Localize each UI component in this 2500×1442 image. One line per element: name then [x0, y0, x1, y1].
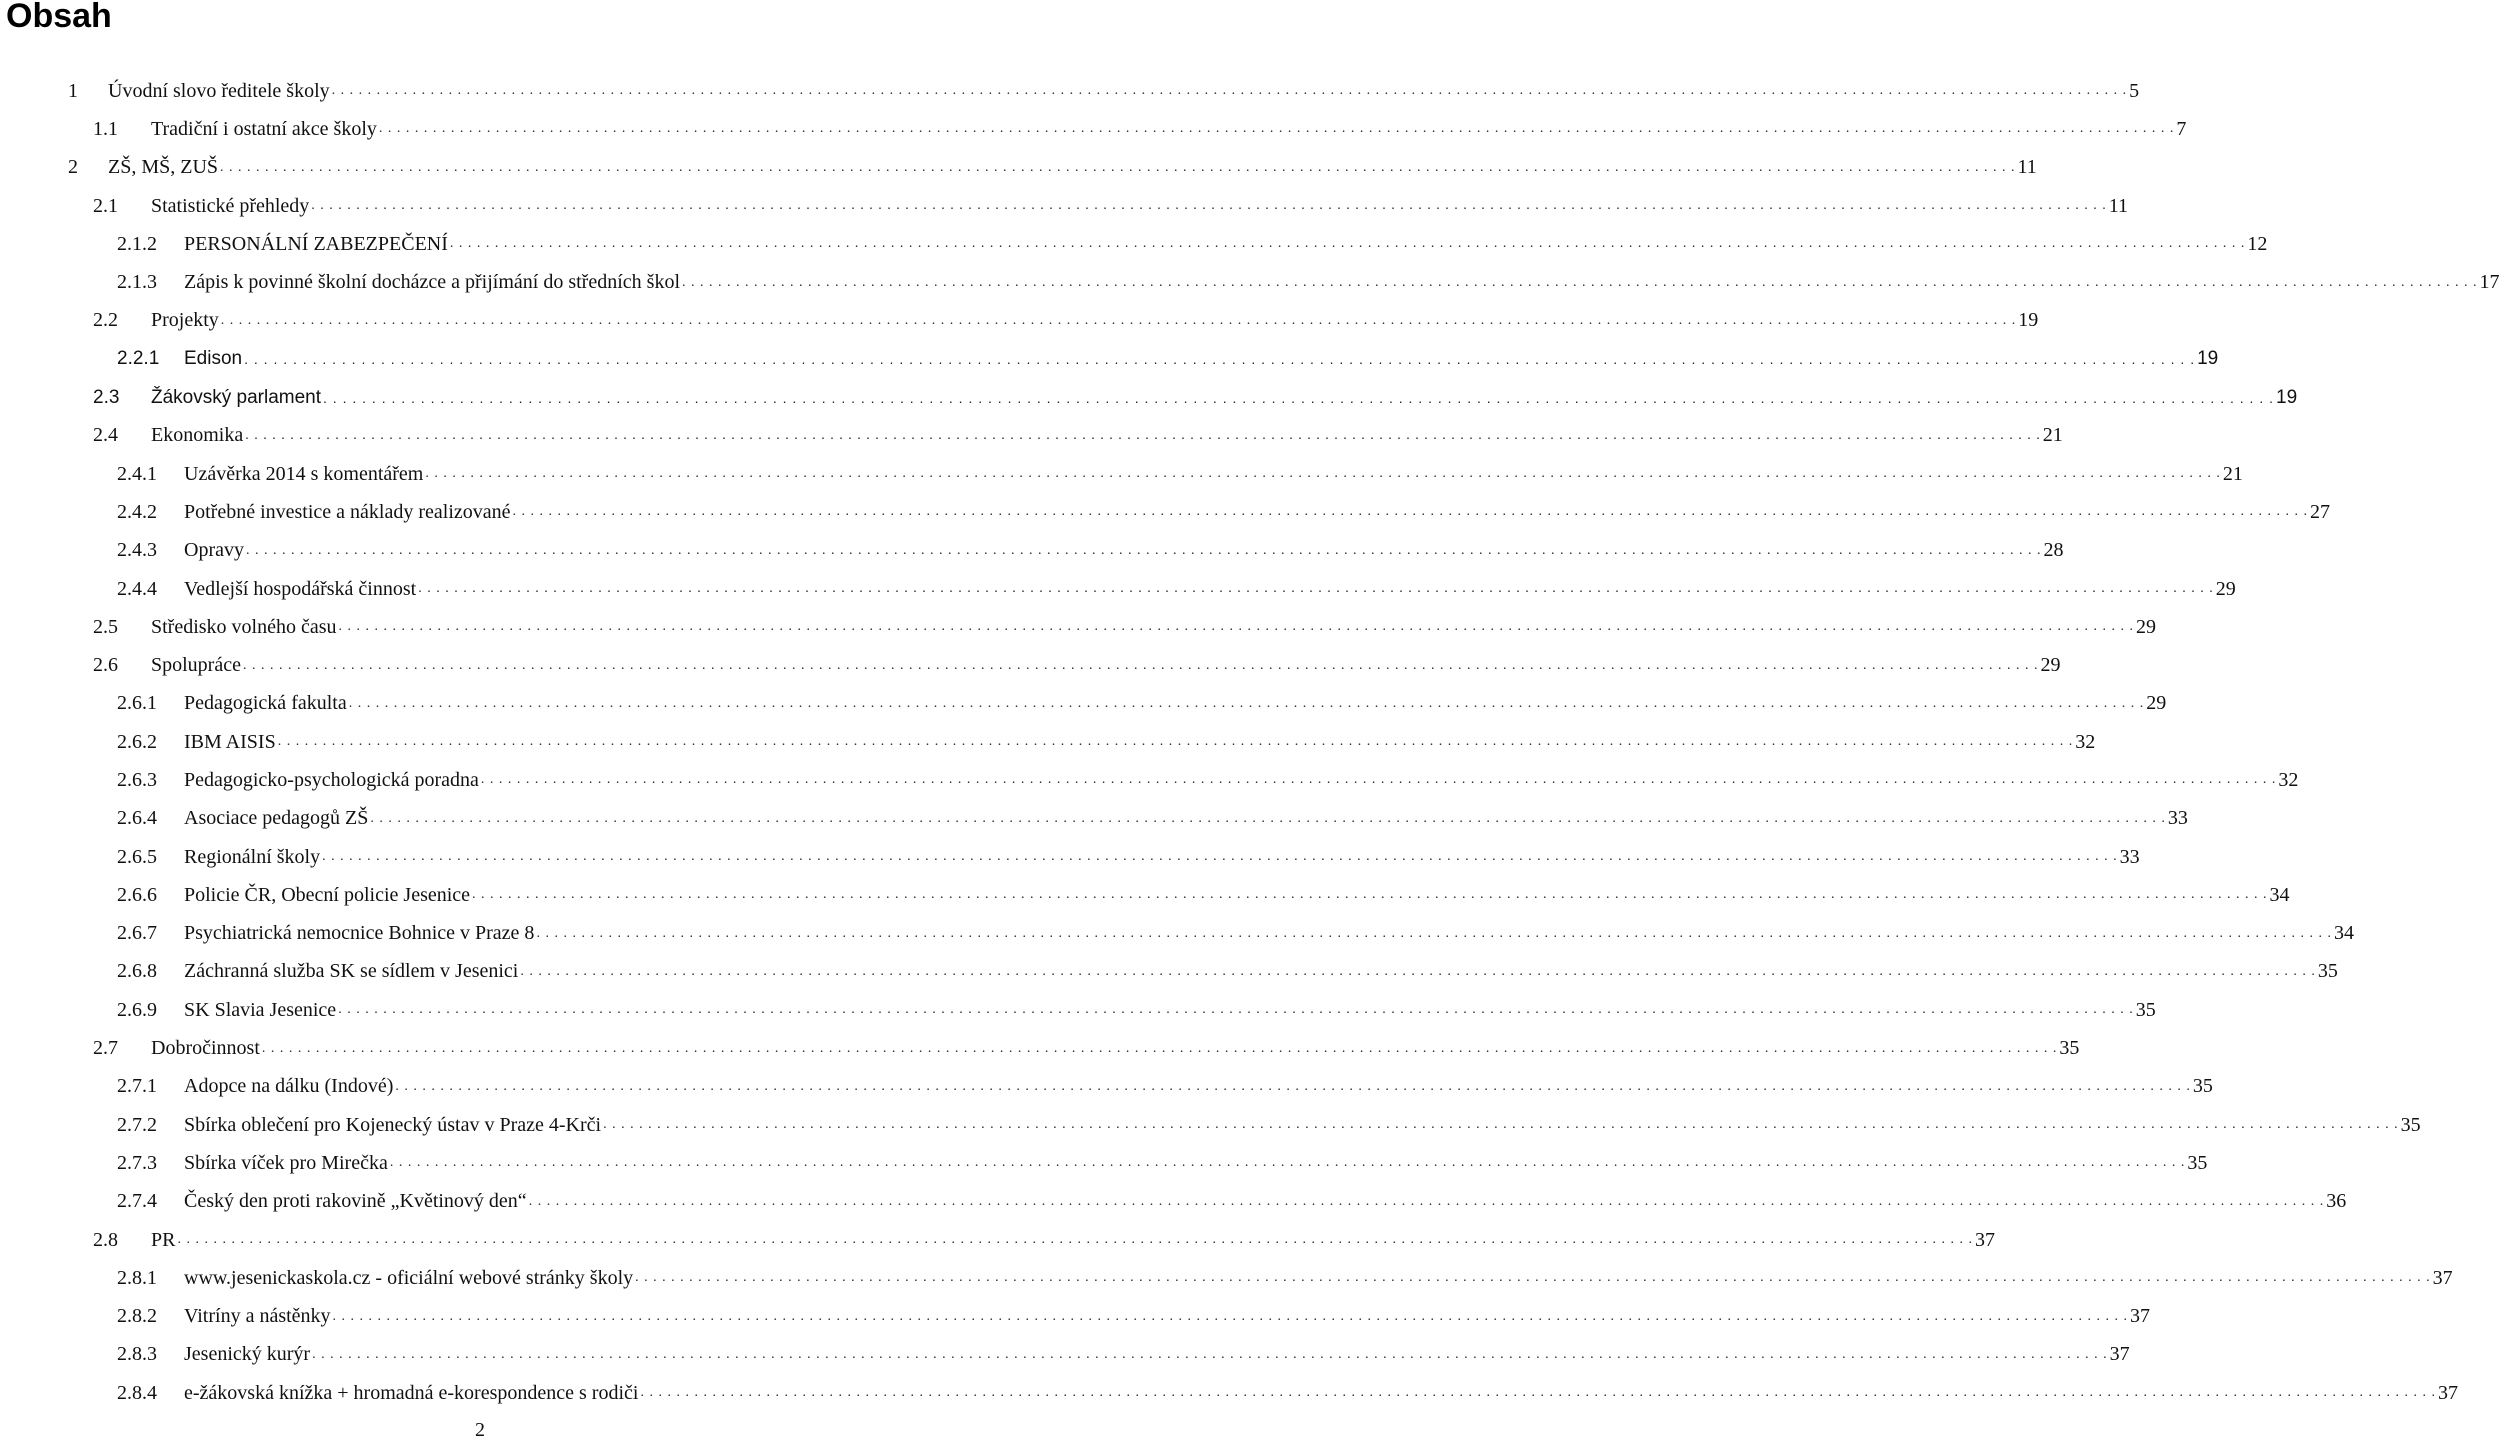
toc-entry-number: 2.1 [93, 194, 118, 217]
toc-entry-number: 2.7.3 [117, 1151, 157, 1174]
toc-entry-number: 2.3 [93, 386, 120, 408]
toc-entry-page: 5 [2129, 79, 2140, 102]
toc-entry-title: Statistické přehledy [151, 194, 310, 217]
toc-entry-page: 37 [2432, 1266, 2453, 1289]
toc-dot-leader: . . . . . . . . . . . . . . . . . . . . . . . . . . . . . . . . . . . . . . . . . . . . . . . . . . . . . . . . . . . . . . . . . . . . . . . . . . . . . . . . . . . . . . . . . . . . . . . . . . . . . . . . . . . . . . . . . . . . . . . . . . . . . . . . . . . . . . . . . . . . . . . . . . . . . . . . . . . . . . . . . . . . . . . . . . . . . . . . . . . . . . . . . . . . . . . . . . . . . . . . [425, 466, 2221, 482]
toc-entry-page: 34 [2269, 883, 2290, 906]
toc-dot-leader: . . . . . . . . . . . . . . . . . . . . . . . . . . . . . . . . . . . . . . . . . . . . . . . . . . . . . . . . . . . . . . . . . . . . . . . . . . . . . . . . . . . . . . . . . . . . . . . . . . . . . . . . . . . . . . . . . . . . . . . . . . . . . . . . . . . . . . . . . . . . . . . . . . . . . . . . . . . . . . . . . . . . . . . . . . . . . . . . . . . . . . . . . . . . . . . . . . . . . . . . [220, 312, 2017, 328]
toc-entry-title: Potřebné investice a náklady realizované [184, 500, 511, 523]
toc-dot-leader: . . . . . . . . . . . . . . . . . . . . . . . . . . . . . . . . . . . . . . . . . . . . . . . . . . . . . . . . . . . . . . . . . . . . . . . . . . . . . . . . . . . . . . . . . . . . . . . . . . . . . . . . . . . . . . . . . . . . . . . . . . . . . . . . . . . . . . . . . . . . . . . . . . . . . . . . . . . . . . . . . . . . . . . . . . . . . . . . . . . . . . . . . . . . . . . . . . . . . . . . [395, 1078, 2191, 1094]
toc-entry-number: 2.6.8 [117, 960, 157, 983]
toc-entry-title: Policie ČR, Obecní policie Jesenice [184, 883, 471, 906]
toc-entry-title: Uzávěrka 2014 s komentářem [184, 462, 424, 485]
toc-entry-title: Asociace pedagogů ZŠ [184, 807, 369, 830]
toc-entry-title: Žákovský parlament [151, 386, 322, 408]
toc-entry-page: 36 [2326, 1190, 2347, 1213]
toc-entry[interactable] [0, 723, 2096, 761]
toc-entry-title: PR [151, 1228, 176, 1251]
toc-entry-number: 1 [68, 79, 78, 102]
toc-entry-title: Sbírka víček pro Mirečka [184, 1151, 388, 1174]
toc-entry[interactable] [0, 493, 2331, 531]
toc-dot-leader: . . . . . . . . . . . . . . . . . . . . . . . . . . . . . . . . . . . . . . . . . . . . . . . . . . . . . . . . . . . . . . . . . . . . . . . . . . . . . . . . . . . . . . . . . . . . . . . . . . . . . . . . . . . . . . . . . . . . . . . . . . . . . . . . . . . . . . . . . . . . . . . . . . . . . . . . . . . . . . . . . . . . . . . . . . . . . . . . . . . . . . . . . . . . . . . . . . . . . . . . [177, 1232, 1973, 1248]
toc-dot-leader: . . . . . . . . . . . . . . . . . . . . . . . . . . . . . . . . . . . . . . . . . . . . . . . . . . . . . . . . . . . . . . . . . . . . . . . . . . . . . . . . . . . . . . . . . . . . . . . . . . . . . . . . . . . . . . . . . . . . . . . . . . . . . . . . . . . . . . . . . . . . . . . . . . . . . . . . . . . . . . . . . . . . . . . . . . . . . . . . . . . . . . . . . . . . . . . . . . . . . . . . [348, 695, 2145, 711]
toc-entry-title: Vedlejší hospodářská činnost [184, 577, 417, 600]
toc-entry-title: SK Slavia Jesenice [184, 998, 337, 1021]
toc-entry-number: 2.2.1 [117, 348, 160, 370]
toc-dot-leader: . . . . . . . . . . . . . . . . . . . . . . . . . . . . . . . . . . . . . . . . . . . . . . . . . . . . . . . . . . . . . . . . . . . . . . . . . . . . . . . . . . . . . . . . . . . . . . . . . . . . . . . . . . . . . . . . . . . . . . . . . . . . . . . . . . . . . . . . . . . . . . . . . . . . . . . . . . . . . . . . . . . . . . . . . . . . . . . . . . . . . . . . . . . . . . . . . . . . . . . . [311, 198, 2107, 214]
toc-dot-leader: . . . . . . . . . . . . . . . . . . . . . . . . . . . . . . . . . . . . . . . . . . . . . . . . . . . . . . . . . . . . . . . . . . . . . . . . . . . . . . . . . . . . . . . . . . . . . . . . . . . . . . . . . . . . . . . . . . . . . . . . . . . . . . . . . . . . . . . . . . . . . . . . . . . . . . . . . . . . . . . . . . . . . . . . . . . . . . . . . . . . . . . . . . . . . . . . . . . . . . . . [338, 1002, 2134, 1018]
toc-entry-page: 29 [2136, 615, 2157, 638]
toc-entry-page: 19 [2018, 309, 2039, 332]
toc-dot-leader: . . . . . . . . . . . . . . . . . . . . . . . . . . . . . . . . . . . . . . . . . . . . . . . . . . . . . . . . . . . . . . . . . . . . . . . . . . . . . . . . . . . . . . . . . . . . . . . . . . . . . . . . . . . . . . . . . . . . . . . . . . . . . . . . . . . . . . . . . . . . . . . . . . . . . . . . . . . . . . . . . . . . . . . . . . . . . . . . . . . . . . . . . . . . . . . . . . . . . . . . [323, 389, 2274, 406]
toc-entry[interactable] [0, 991, 2156, 1029]
toc-entry-number: 2.7 [93, 1037, 118, 1060]
toc-entry-page: 19 [2276, 386, 2298, 408]
toc-dot-leader: . . . . . . . . . . . . . . . . . . . . . . . . . . . . . . . . . . . . . . . . . . . . . . . . . . . . . . . . . . . . . . . . . . . . . . . . . . . . . . . . . . . . . . . . . . . . . . . . . . . . . . . . . . . . . . . . . . . . . . . . . . . . . . . . . . . . . . . . . . . . . . . . . . . . . . . . . . . . . . . . . . . . . . . . . . . . . . . . . . . . . . . . . . . . . . . . . . . . . . . . [536, 925, 2332, 941]
toc-entry-page: 21 [2222, 462, 2243, 485]
toc-entry-number: 2.7.2 [117, 1113, 157, 1136]
toc-entry[interactable] [0, 1336, 2130, 1374]
toc-entry-number: 2.4.1 [117, 462, 157, 485]
toc-entry-number: 2.5 [93, 615, 118, 638]
toc-dot-leader: . . . . . . . . . . . . . . . . . . . . . . . . . . . . . . . . . . . . . . . . . . . . . . . . . . . . . . . . . . . . . . . . . . . . . . . . . . . . . . . . . . . . . . . . . . . . . . . . . . . . . . . . . . . . . . . . . . . . . . . . . . . . . . . . . . . . . . . . . . . . . . . . . . . . . . . . . . . . . . . . . . . . . . . . . . . . . . . . . . . . . . . . . . . . . . . . . . . . . . . . [322, 849, 2118, 865]
toc-entry-number: 2.6.1 [117, 692, 157, 715]
toc-dot-leader: . . . . . . . . . . . . . . . . . . . . . . . . . . . . . . . . . . . . . . . . . . . . . . . . . . . . . . . . . . . . . . . . . . . . . . . . . . . . . . . . . . . . . . . . . . . . . . . . . . . . . . . . . . . . . . . . . . . . . . . . . . . . . . . . . . . . . . . . . . . . . . . . . . . . . . . . . . . . . . . . . . . . . . . . . . . . . . . . . . . . . . . . . . . . . . . . . . . . . . . . [338, 619, 2135, 635]
toc-entry[interactable] [0, 953, 2338, 991]
toc-entry[interactable] [0, 1259, 2453, 1297]
toc-entry-number: 2.6 [93, 654, 118, 677]
toc-dot-leader: . . . . . . . . . . . . . . . . . . . . . . . . . . . . . . . . . . . . . . . . . . . . . . . . . . . . . . . . . . . . . . . . . . . . . . . . . . . . . . . . . . . . . . . . . . . . . . . . . . . . . . . . . . . . . . . . . . . . . . . . . . . . . . . . . . . . . . . . . . . . . . . . . . . . . . . . . . . . . . . . . . . . . . . . . . . . . . . . . . . . . . . . . . . . . . . . . . . . . . . . [370, 810, 2166, 826]
toc-entry-page: 35 [2135, 998, 2156, 1021]
toc-entry-title: Záchranná služba SK se sídlem v Jesenici [184, 960, 519, 983]
toc-entry-page: 29 [2040, 654, 2061, 677]
page-number: 2 [475, 1419, 485, 1441]
toc-dot-leader: . . . . . . . . . . . . . . . . . . . . . . . . . . . . . . . . . . . . . . . . . . . . . . . . . . . . . . . . . . . . . . . . . . . . . . . . . . . . . . . . . . . . . . . . . . . . . . . . . . . . . . . . . . . . . . . . . . . . . . . . . . . . . . . . . . . . . . . . . . . . . . . . . . . . . . . . . . . . . . . . . . . . . . . . . . . . . . . . . . . . . . . . . . . . . . . . . . . . . . . . [480, 772, 2277, 788]
toc-entry-page: 7 [2176, 117, 2187, 140]
toc-entry[interactable] [0, 1183, 2347, 1221]
toc-entry[interactable] [0, 1106, 2421, 1144]
toc-entry-page: 19 [2197, 348, 2219, 370]
page-title: Obsah [6, 0, 112, 35]
toc-entry-page: 37 [1974, 1228, 1995, 1251]
toc-entry-title: PERSONÁLNÍ ZABEZPEČENÍ [184, 232, 448, 255]
toc-entry-number: 2.4 [93, 424, 118, 447]
toc-entry-number: 2.8 [93, 1228, 118, 1251]
toc-entry[interactable] [0, 646, 2061, 684]
toc-entry-page: 33 [2119, 845, 2140, 868]
toc-entry-number: 2.2 [93, 309, 118, 332]
toc-entry-number: 2.1.3 [117, 271, 157, 294]
toc-entry-title: ZŠ, MŠ, ZUŠ [108, 156, 219, 179]
toc-entry-number: 2.7.1 [117, 1075, 157, 1098]
toc-entry-title: Český den proti rakovině „Květinový den“ [184, 1190, 527, 1213]
toc-entry-page: 32 [2075, 730, 2096, 753]
toc-entry-title: Spolupráce [151, 654, 241, 677]
toc-entry-number: 2.8.2 [117, 1305, 157, 1328]
toc-entry-page: 11 [2108, 194, 2129, 217]
toc-entry[interactable] [0, 340, 2219, 378]
toc-entry-title: Pedagogicko-psychologická poradna [184, 768, 479, 791]
toc-entry-page: 28 [2043, 539, 2064, 562]
toc-entry[interactable] [0, 800, 2188, 838]
toc-entry-title: Jesenický kurýr [184, 1343, 311, 1366]
toc-entry[interactable] [0, 263, 2500, 301]
toc-entry-title: Ekonomika [151, 424, 244, 447]
toc-dot-leader: . . . . . . . . . . . . . . . . . . . . . . . . . . . . . . . . . . . . . . . . . . . . . . . . . . . . . . . . . . . . . . . . . . . . . . . . . . . . . . . . . . . . . . . . . . . . . . . . . . . . . . . . . . . . . . . . . . . . . . . . . . . . . . . . . . . . . . . . . . . . . . . . . . . . . . . . . . . . . . . . . . . . . . . . . . . . . . . . . . . . . . . . . . . . . . . . . . . . . . . . [512, 504, 2309, 520]
toc-dot-leader: . . . . . . . . . . . . . . . . . . . . . . . . . . . . . . . . . . . . . . . . . . . . . . . . . . . . . . . . . . . . . . . . . . . . . . . . . . . . . . . . . . . . . . . . . . . . . . . . . . . . . . . . . . . . . . . . . . . . . . . . . . . . . . . . . . . . . . . . . . . . . . . . . . . . . . . . . . . . . . . . . . . . . . . . . . . . . . . . . . . . . . . . . . . . . . . . . . . . . . . . [245, 542, 2042, 558]
toc-entry-number: 2.8.3 [117, 1343, 157, 1366]
toc-dot-leader: . . . . . . . . . . . . . . . . . . . . . . . . . . . . . . . . . . . . . . . . . . . . . . . . . . . . . . . . . . . . . . . . . . . . . . . . . . . . . . . . . . . . . . . . . . . . . . . . . . . . . . . . . . . . . . . . . . . . . . . . . . . . . . . . . . . . . . . . . . . . . . . . . . . . . . . . . . . . . . . . . . . . . . . . . . . . . . . . . . . . . . . . . . . . . . . . . . . . . . . . [261, 1040, 2058, 1056]
toc-entry-title: Adopce na dálku (Indové) [184, 1075, 394, 1098]
toc-entry-title: Pedagogická fakulta [184, 692, 347, 715]
table-of-contents [0, 72, 2500, 1412]
toc-entry-page: 37 [2130, 1305, 2151, 1328]
toc-dot-leader: . . . . . . . . . . . . . . . . . . . . . . . . . . . . . . . . . . . . . . . . . . . . . . . . . . . . . . . . . . . . . . . . . . . . . . . . . . . . . . . . . . . . . . . . . . . . . . . . . . . . . . . . . . . . . . . . . . . . . . . . . . . . . . . . . . . . . . . . . . . . . . . . . . . . . . . . . . . . . . . . . . . . . . . . . . . . . . . . . . . . . . . . . . . . . . . . . . . . . . . . [332, 1308, 2129, 1324]
toc-dot-leader: . . . . . . . . . . . . . . . . . . . . . . . . . . . . . . . . . . . . . . . . . . . . . . . . . . . . . . . . . . . . . . . . . . . . . . . . . . . . . . . . . . . . . . . . . . . . . . . . . . . . . . . . . . . . . . . . . . . . . . . . . . . . . . . . . . . . . . . . . . . . . . . . . . . . . . . . . . . . . . . . . . . . . . . . . . . . . . . . . . . . . . . . . . . . . . . . . . . . . . . . [242, 657, 2039, 673]
toc-dot-leader: . . . . . . . . . . . . . . . . . . . . . . . . . . . . . . . . . . . . . . . . . . . . . . . . . . . . . . . . . . . . . . . . . . . . . . . . . . . . . . . . . . . . . . . . . . . . . . . . . . . . . . . . . . . . . . . . . . . . . . . . . . . . . . . . . . . . . . . . . . . . . . . . . . . . . . . . . . . . . . . . . . . . . . . . . . . . . . . . . . . . . . . . . . . . . . . . . . . . . . . . [418, 581, 2214, 596]
toc-entry-page: 35 [2400, 1113, 2421, 1136]
toc-entry-page: 35 [2317, 960, 2338, 983]
toc-entry[interactable] [0, 187, 2129, 225]
toc-entry-title: Dobročinnost [151, 1037, 260, 1060]
toc-entry-title: Zápis k povinné školní docházce a přijímání do středních škol [184, 271, 680, 294]
toc-entry-title: Středisko volného času [151, 615, 337, 638]
toc-entry-number: 2.1.2 [117, 232, 157, 255]
toc-entry-page: 35 [2192, 1075, 2213, 1098]
toc-entry[interactable] [0, 532, 2064, 570]
toc-entry[interactable] [0, 1029, 2080, 1067]
toc-entry[interactable] [0, 1298, 2151, 1336]
toc-dot-leader: . . . . . . . . . . . . . . . . . . . . . . . . . . . . . . . . . . . . . . . . . . . . . . . . . . . . . . . . . . . . . . . . . . . . . . . . . . . . . . . . . . . . . . . . . . . . . . . . . . . . . . . . . . . . . . . . . . . . . . . . . . . . . . . . . . . . . . . . . . . . . . . . . . . . . . . . . . . . . . . . . . . . . . . . . . . . . . . . . . . . . . . . . . . . . . . . . . . . . . . . [528, 1193, 2325, 1209]
toc-entry[interactable] [0, 1221, 1995, 1259]
toc-entry[interactable] [0, 685, 2167, 723]
toc-dot-leader: . . . . . . . . . . . . . . . . . . . . . . . . . . . . . . . . . . . . . . . . . . . . . . . . . . . . . . . . . . . . . . . . . . . . . . . . . . . . . . . . . . . . . . . . . . . . . . . . . . . . . . . . . . . . . . . . . . . . . . . . . . . . . . . . . . . . . . . . . . . . . . . . . . . . . . . . . . . . . . . . . . . . . . . . . . . . . . . . . . . . . . . . . . . . . . . . . . . . . . . . [378, 121, 2175, 137]
toc-dot-leader: . . . . . . . . . . . . . . . . . . . . . . . . . . . . . . . . . . . . . . . . . . . . . . . . . . . . . . . . . . . . . . . . . . . . . . . . . . . . . . . . . . . . . . . . . . . . . . . . . . . . . . . . . . . . . . . . . . . . . . . . . . . . . . . . . . . . . . . . . . . . . . . . . . . . . . . . . . . . . . . . . . . . . . . . . . . . . . . . . . . . . . . . . . . . . . . . . . . . . . . . [389, 1155, 2186, 1171]
toc-entry[interactable] [0, 761, 2299, 799]
toc-entry[interactable] [0, 110, 2187, 148]
toc-entry-title: e-žákovská knížka + hromadná e-korespondence s rodiči [184, 1381, 639, 1404]
toc-dot-leader: . . . . . . . . . . . . . . . . . . . . . . . . . . . . . . . . . . . . . . . . . . . . . . . . . . . . . . . . . . . . . . . . . . . . . . . . . . . . . . . . . . . . . . . . . . . . . . . . . . . . . . . . . . . . . . . . . . . . . . . . . . . . . . . . . . . . . . . . . . . . . . . . . . . . . . . . . . . . . . . . . . . . . . . . . . . . . . . . . . . . . . . . . . . . . . . . . . . . . . . . [472, 887, 2268, 903]
toc-dot-leader: . . . . . . . . . . . . . . . . . . . . . . . . . . . . . . . . . . . . . . . . . . . . . . . . . . . . . . . . . . . . . . . . . . . . . . . . . . . . . . . . . . . . . . . . . . . . . . . . . . . . . . . . . . . . . . . . . . . . . . . . . . . . . . . . . . . . . . . . . . . . . . . . . . . . . . . . . . . . . . . . . . . . . . . . . . . . . . . . . . . . . . . . . . . . . . . . . . . . . . . . [635, 1270, 2431, 1286]
toc-entry[interactable] [0, 838, 2140, 876]
toc-dot-leader: . . . . . . . . . . . . . . . . . . . . . . . . . . . . . . . . . . . . . . . . . . . . . . . . . . . . . . . . . . . . . . . . . . . . . . . . . . . . . . . . . . . . . . . . . . . . . . . . . . . . . . . . . . . . . . . . . . . . . . . . . . . . . . . . . . . . . . . . . . . . . . . . . . . . . . . . . . . . . . . . . . . . . . . . . . . . . . . . . . . . . . . . . . . . . . . . . . . . . . . . [277, 734, 2074, 750]
toc-entry-page: 37 [2437, 1381, 2458, 1404]
toc-entry-page: 35 [2059, 1037, 2080, 1060]
toc-entry-page: 37 [2109, 1343, 2130, 1366]
toc-entry-number: 2.6.7 [117, 922, 157, 945]
toc-entry-title: www.jesenickaskola.cz - oficiální webové stránky školy [184, 1266, 634, 1289]
toc-entry-title: Tradiční i ostatní akce školy [151, 117, 377, 140]
toc-entry-page: 12 [2247, 232, 2268, 255]
toc-dot-leader: . . . . . . . . . . . . . . . . . . . . . . . . . . . . . . . . . . . . . . . . . . . . . . . . . . . . . . . . . . . . . . . . . . . . . . . . . . . . . . . . . . . . . . . . . . . . . . . . . . . . . . . . . . . . . . . . . . . . . . . . . . . . . . . . . . . . . . . . . . . . . . . . . . . . . . . . . . . . . . . . . . . . . . . . . . . . . . . . . . . . . . . . . . . . . . . . . . . . . . . . [244, 351, 2196, 368]
toc-entry-page: 27 [2310, 500, 2331, 523]
toc-entry-title: Opravy [184, 539, 244, 562]
toc-entry-number: 2 [68, 156, 78, 179]
toc-entry-title: Psychiatrická nemocnice Bohnice v Praze 8 [184, 922, 535, 945]
toc-dot-leader: . . . . . . . . . . . . . . . . . . . . . . . . . . . . . . . . . . . . . . . . . . . . . . . . . . . . . . . . . . . . . . . . . . . . . . . . . . . . . . . . . . . . . . . . . . . . . . . . . . . . . . . . . . . . . . . . . . . . . . . . . . . . . . . . . . . . . . . . . . . . . . . . . . . . . . . . . . . . . . . . . . . . . . . . . . . . . . . . . . . . . . . . . . . . . . . . . . . . . . . . [449, 236, 2246, 252]
toc-entry-number: 2.7.4 [117, 1190, 157, 1213]
toc-entry[interactable] [0, 1144, 2208, 1182]
toc-entry-page: 34 [2333, 922, 2354, 945]
toc-entry[interactable] [0, 570, 2236, 608]
toc-dot-leader: . . . . . . . . . . . . . . . . . . . . . . . . . . . . . . . . . . . . . . . . . . . . . . . . . . . . . . . . . . . . . . . . . . . . . . . . . . . . . . . . . . . . . . . . . . . . . . . . . . . . . . . . . . . . . . . . . . . . . . . . . . . . . . . . . . . . . . . . . . . . . . . . . . . . . . . . . . . . . . . . . . . . . . . . . . . . . . . . . . . . . . . . . . . . . . . . . . . . . . . . [220, 159, 2016, 175]
toc-dot-leader: . . . . . . . . . . . . . . . . . . . . . . . . . . . . . . . . . . . . . . . . . . . . . . . . . . . . . . . . . . . . . . . . . . . . . . . . . . . . . . . . . . . . . . . . . . . . . . . . . . . . . . . . . . . . . . . . . . . . . . . . . . . . . . . . . . . . . . . . . . . . . . . . . . . . . . . . . . . . . . . . . . . . . . . . . . . . . . . . . . . . . . . . . . . . . . . . . . . . . . . . [640, 1385, 2436, 1401]
toc-entry-page: 32 [2278, 768, 2299, 791]
toc-entry-number: 2.4.2 [117, 500, 157, 523]
toc-entry[interactable] [0, 455, 2243, 493]
toc-entry[interactable] [0, 417, 2063, 455]
toc-entry[interactable] [0, 876, 2290, 914]
toc-entry-number: 2.8.1 [117, 1266, 157, 1289]
toc-entry-number: 2.6.4 [117, 807, 157, 830]
toc-entry-title: Regionální školy [184, 845, 321, 868]
toc-entry-number: 2.4.3 [117, 539, 157, 562]
toc-entry[interactable] [0, 608, 2157, 646]
toc-entry-number: 2.8.4 [117, 1381, 157, 1404]
toc-entry-page: 11 [2017, 156, 2037, 179]
toc-entry-page: 21 [2042, 424, 2063, 447]
toc-entry-number: 2.6.2 [117, 730, 157, 753]
toc-entry-number: 2.6.9 [117, 998, 157, 1021]
toc-entry-title: IBM AISIS [184, 730, 276, 753]
toc-dot-leader: . . . . . . . . . . . . . . . . . . . . . . . . . . . . . . . . . . . . . . . . . . . . . . . . . . . . . . . . . . . . . . . . . . . . . . . . . . . . . . . . . . . . . . . . . . . . . . . . . . . . . . . . . . . . . . . . . . . . . . . . . . . . . . . . . . . . . . . . . . . . . . . . . . . . . . . . . . . . . . . . . . . . . . . . . . . . . . . . . . . . . . . . . . . . . . . . . . . . . . . . [312, 1346, 2108, 1362]
toc-entry-page: 29 [2215, 577, 2236, 600]
toc-entry-title: Vitríny a nástěnky [184, 1305, 331, 1328]
toc-entry-number: 2.6.3 [117, 768, 157, 791]
toc-entry-number: 1.1 [93, 117, 118, 140]
toc-dot-leader: . . . . . . . . . . . . . . . . . . . . . . . . . . . . . . . . . . . . . . . . . . . . . . . . . . . . . . . . . . . . . . . . . . . . . . . . . . . . . . . . . . . . . . . . . . . . . . . . . . . . . . . . . . . . . . . . . . . . . . . . . . . . . . . . . . . . . . . . . . . . . . . . . . . . . . . . . . . . . . . . . . . . . . . . . . . . . . . . . . . . . . . . . . . . . . . . . . . . . . . . [603, 1117, 2399, 1133]
toc-entry-page: 17 [2479, 271, 2500, 294]
toc-entry-title: Projekty [151, 309, 219, 332]
toc-entry-number: 2.4.4 [117, 577, 157, 600]
toc-dot-leader: . . . . . . . . . . . . . . . . . . . . . . . . . . . . . . . . . . . . . . . . . . . . . . . . . . . . . . . . . . . . . . . . . . . . . . . . . . . . . . . . . . . . . . . . . . . . . . . . . . . . . . . . . . . . . . . . . . . . . . . . . . . . . . . . . . . . . . . . . . . . . . . . . . . . . . . . . . . . . . . . . . . . . . . . . . . . . . . . . . . . . . . . . . . . . . . . . . . . . . . . [682, 274, 2478, 290]
toc-dot-leader: . . . . . . . . . . . . . . . . . . . . . . . . . . . . . . . . . . . . . . . . . . . . . . . . . . . . . . . . . . . . . . . . . . . . . . . . . . . . . . . . . . . . . . . . . . . . . . . . . . . . . . . . . . . . . . . . . . . . . . . . . . . . . . . . . . . . . . . . . . . . . . . . . . . . . . . . . . . . . . . . . . . . . . . . . . . . . . . . . . . . . . . . . . . . . . . . . . . . . . . . [245, 427, 2041, 443]
toc-entry-number: 2.6.5 [117, 845, 157, 868]
toc-entry[interactable] [0, 302, 2039, 340]
toc-entry-title: Sbírka oblečení pro Kojenecký ústav v Praze 4-Krči [184, 1113, 602, 1136]
toc-entry[interactable] [0, 72, 2140, 110]
toc-entry[interactable] [0, 915, 2354, 953]
toc-entry-page: 35 [2187, 1151, 2208, 1174]
toc-dot-leader: . . . . . . . . . . . . . . . . . . . . . . . . . . . . . . . . . . . . . . . . . . . . . . . . . . . . . . . . . . . . . . . . . . . . . . . . . . . . . . . . . . . . . . . . . . . . . . . . . . . . . . . . . . . . . . . . . . . . . . . . . . . . . . . . . . . . . . . . . . . . . . . . . . . . . . . . . . . . . . . . . . . . . . . . . . . . . . . . . . . . . . . . . . . . . . . . . . . . . . . . [331, 83, 2128, 99]
toc-entry[interactable] [0, 225, 2268, 263]
toc-entry-number: 2.6.6 [117, 883, 157, 906]
toc-entry-page: 29 [2146, 692, 2167, 715]
toc-entry-title: Edison [184, 348, 243, 370]
toc-entry-page: 33 [2167, 807, 2188, 830]
toc-entry[interactable] [0, 1374, 2458, 1412]
toc-entry[interactable] [0, 378, 2298, 416]
toc-dot-leader: . . . . . . . . . . . . . . . . . . . . . . . . . . . . . . . . . . . . . . . . . . . . . . . . . . . . . . . . . . . . . . . . . . . . . . . . . . . . . . . . . . . . . . . . . . . . . . . . . . . . . . . . . . . . . . . . . . . . . . . . . . . . . . . . . . . . . . . . . . . . . . . . . . . . . . . . . . . . . . . . . . . . . . . . . . . . . . . . . . . . . . . . . . . . . . . . . . . . . . . . [520, 963, 2316, 979]
toc-entry[interactable] [0, 1068, 2213, 1106]
toc-entry-title: Úvodní slovo ředitele školy [108, 79, 330, 102]
toc-entry[interactable] [0, 149, 2037, 187]
